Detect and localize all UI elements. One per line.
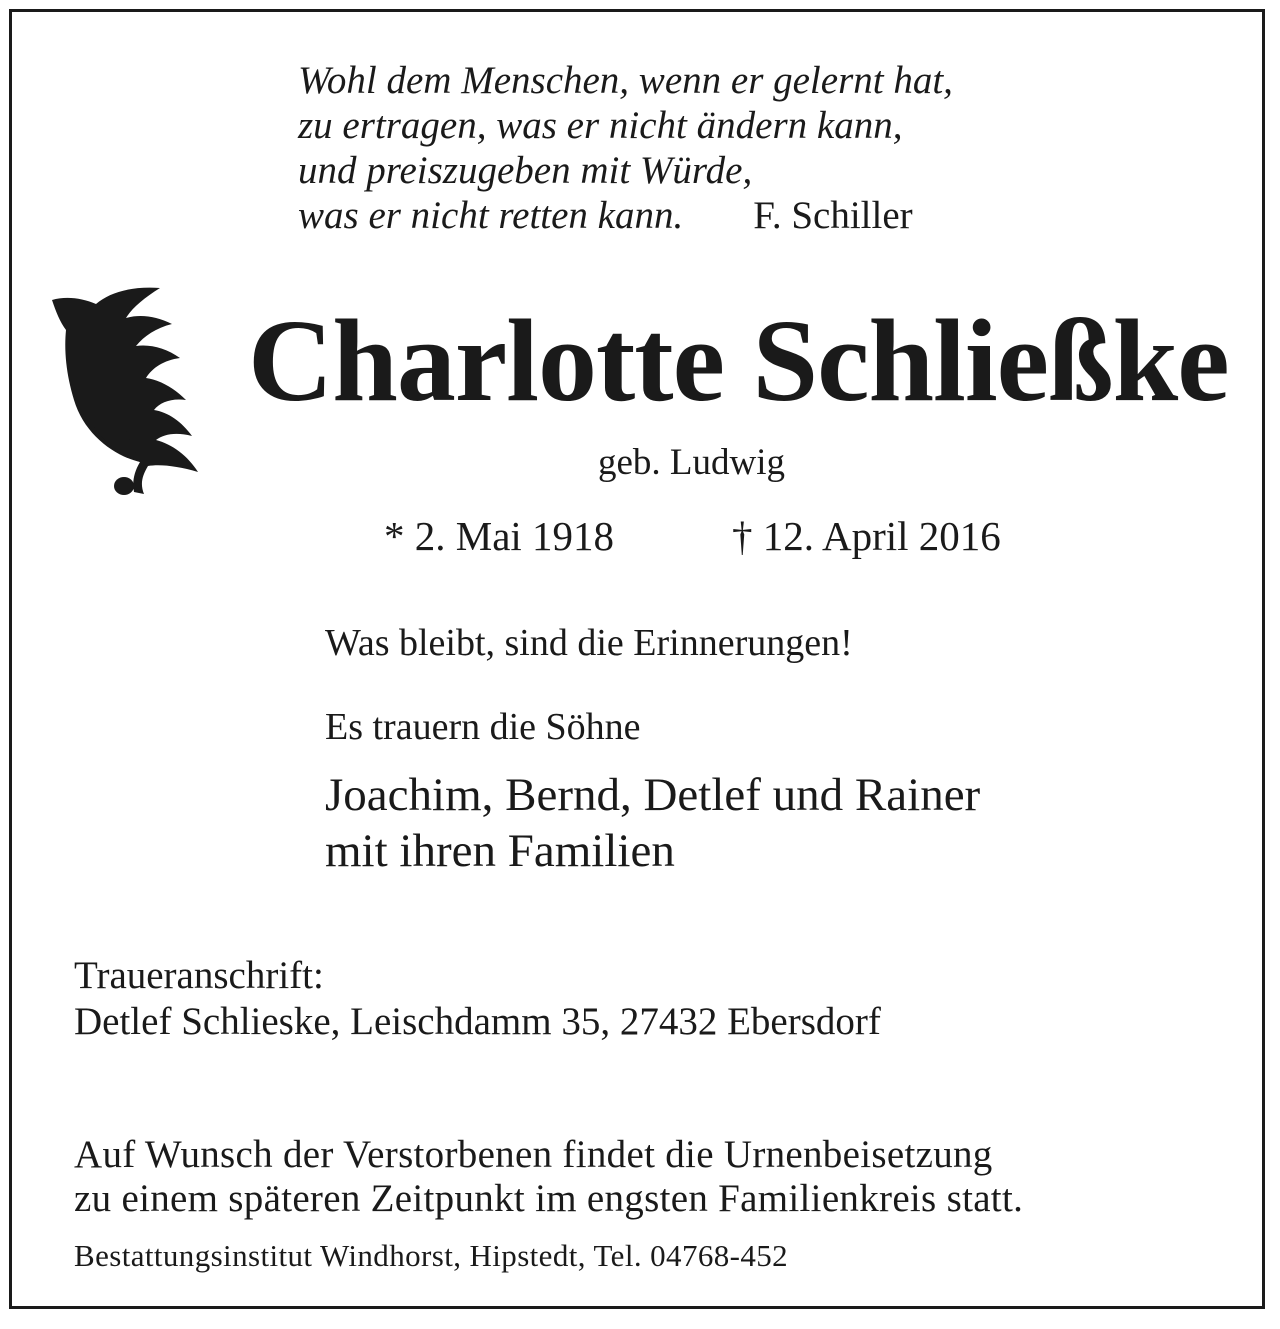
poem-line: zu ertragen, was er nicht ändern kann, bbox=[298, 104, 903, 147]
burial-note-line: zu einem späteren Zeitpunkt im engsten Familienkreis statt. bbox=[74, 1177, 1024, 1220]
death-date: † 12. April 2016 bbox=[732, 513, 1001, 559]
mourners-names-line: mit ihren Familien bbox=[325, 825, 675, 877]
funeral-home: Bestattungsinstitut Windhorst, Hipstedt, Tel. 04768-452 bbox=[74, 1238, 789, 1273]
mourners-names bbox=[325, 767, 980, 879]
memorial-quote: Was bleibt, sind die Erinnerungen! bbox=[325, 622, 853, 664]
burial-note-line: Auf Wunsch der Verstorbenen findet die Urnenbeisetzung bbox=[74, 1133, 993, 1176]
poem-line-last bbox=[298, 193, 953, 238]
mourners-names-line: Joachim, Bernd, Detlef und Rainer bbox=[325, 769, 981, 821]
poem-line: was er nicht retten kann. bbox=[298, 194, 684, 237]
address-line: Detlef Schlieske, Leischdamm 35, 27432 Ebersdorf bbox=[74, 1000, 881, 1043]
oak-branch-icon bbox=[48, 278, 218, 496]
poem-line: Wohl dem Menschen, wenn er gelernt hat, bbox=[298, 59, 953, 102]
poem-author: F. Schiller bbox=[753, 194, 913, 237]
birth-date: * 2. Mai 1918 bbox=[384, 513, 615, 559]
maiden-name: geb. Ludwig bbox=[598, 442, 786, 483]
deceased-name: Charlotte Schließke bbox=[248, 295, 1229, 426]
poem bbox=[298, 58, 953, 238]
mourners-intro: Es trauern die Söhne bbox=[325, 706, 641, 748]
address-label: Traueranschrift: bbox=[74, 954, 324, 997]
burial-note bbox=[74, 1133, 1023, 1221]
mourning-address bbox=[74, 953, 881, 1045]
poem-line: und preiszugeben mit Würde, bbox=[298, 149, 753, 192]
